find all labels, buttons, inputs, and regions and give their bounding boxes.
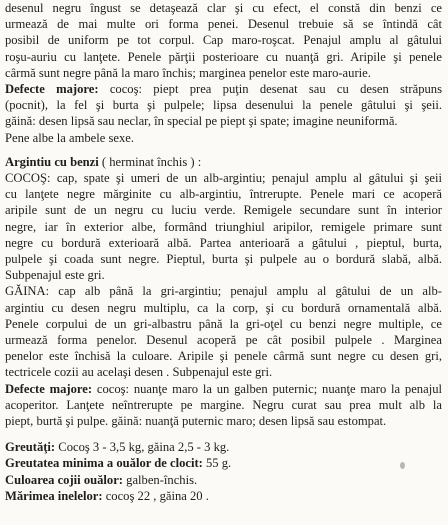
- text-line: Pene albe la ambele sexe.: [5, 130, 135, 145]
- spec-value: Cocoş 3 - 3,5 kg, găina 2,5 - 3 kg.: [55, 440, 230, 455]
- spacer: [5, 429, 442, 439]
- spec-shell-color: [5, 472, 442, 488]
- spec-value: cocoş 22 , găina 20 .: [102, 488, 209, 503]
- text-line: roşu-auriu cu lanţete. Penele părţii posterioare cu nuanţă gri. Aripile şi penele: [5, 49, 442, 64]
- text-line: [5, 170, 442, 186]
- section-subtitle: ( herminat închis ) :: [98, 154, 202, 169]
- spec-egg-weight: [5, 455, 442, 471]
- text-line: desenul negru îngust se detaşează clar şi cu efect, el constă din benzi ce: [5, 1, 442, 15]
- text-line: pulpele şi coada sunt negre. Pieptul, burta şi pulpele au o bordură slabă, albă.: [5, 252, 442, 267]
- text-line: argintiu cu desen negru multiplu, ca la corp, şi cu bordură ornamentală albă.: [5, 300, 442, 315]
- cocos-label: COCOŞ:: [5, 171, 51, 186]
- text-line: aripile sunt de un negru cu luciu verde. Remigele secundare sunt în interior: [5, 203, 442, 218]
- spec-value: galben-închis.: [123, 472, 198, 487]
- text-line: [5, 283, 442, 299]
- text-line: penelor este închisă la culoare. Aripile şi penele cârmă sunt negre cu desen gri,: [5, 349, 442, 364]
- section-title: Argintiu cu benzi: [5, 154, 99, 169]
- text-line: Penele corpului de un gri-albastru până la gri-oţel cu benzi negre multiple, ce: [5, 316, 442, 331]
- spec-label: Greutăţi:: [5, 440, 56, 455]
- spec-label: Culoarea cojii ouălor:: [5, 472, 123, 487]
- text-line: urmează de mai multe ori forma penei. Desenul trebuie să se întindă cât: [5, 17, 442, 32]
- text-line: acoperitor. Lanţete neîntrerupte pe margine. Negru curat sau prea mult alb la: [5, 397, 442, 412]
- text-line: [5, 381, 442, 397]
- defects-paragraph-1: [5, 81, 442, 146]
- text-line: [5, 154, 442, 170]
- spec-ring-size: [5, 488, 442, 504]
- specs-list: [5, 439, 442, 504]
- text-line: Subpenajul este gri.: [5, 268, 105, 283]
- text-line: posibil de uniform pe tot corpul. Cap maro-roşcat. Penajul amplu al gâtului: [5, 33, 442, 48]
- text-line: [5, 81, 442, 97]
- text-line: piept, burtă şi pulpe. găină: nuanţă puternic maro; desen lipsă sau estompat.: [5, 414, 387, 429]
- text-line: urmează forma penelor. Desenul acoperă pe cât posibil pulpele . Marginea: [5, 333, 442, 348]
- text-line: cârmă sunt negre până la maro închis; marginea penelor este maro-aurie.: [5, 65, 371, 80]
- cocos-paragraph: [5, 170, 442, 283]
- cocos-text: cap, spate şi umeri de un alb-argintiu; penajul amplu al gâtului şi şeii: [50, 171, 442, 186]
- spec-label: Mărimea inelelor:: [5, 488, 103, 503]
- text-line: tectricele cozii au acelaşi desen . Subpenajul este gri.: [5, 365, 273, 380]
- gaina-text: cap alb până la gri-argintiu; penajul amplu al gâtului de un alb-: [49, 284, 442, 299]
- intro-paragraph: [5, 0, 442, 81]
- text-line: cu lanţete negre mărginite cu alb-argintiu, întrerupte. Penele mari ce acoperă: [5, 187, 442, 202]
- text-line: negre cu bordură exterioară albă. Partea anterioară a gâtului , pieptul, burta,: [5, 235, 442, 250]
- defects-text: cocoş: nuanţe maro la un galben puternic; nuanţe maro la penajul: [92, 381, 442, 396]
- text-line: găină: desen lipsă sau neclar, în special pe piept şi spate; imagine neuniformă.: [5, 114, 398, 129]
- spec-weights: [5, 439, 442, 455]
- text-line: (pocnit), la fel şi burta şi pulpele; lipsa desenului la penele gâtului şi şeii.: [5, 98, 442, 113]
- defects-text: cocoş: piept prea puţin desenat sau cu desen străpuns: [98, 82, 442, 97]
- defects-label: Defecte majore:: [5, 381, 93, 396]
- section-heading: [5, 154, 442, 170]
- defects-label: Defecte majore:: [5, 82, 99, 97]
- defects-paragraph-2: [5, 381, 442, 430]
- gaina-label: GĂINA:: [5, 284, 50, 299]
- text-line: negre, iar în exterior albe, formând triunghiul aripilor, remigele primare sunt: [5, 219, 442, 234]
- spec-label: Greutatea minima a ouălor de clocit:: [5, 456, 203, 471]
- spec-value: 55 g.: [202, 456, 232, 471]
- gaina-paragraph: [5, 283, 442, 380]
- spacer: [5, 146, 442, 154]
- scan-smudge: [400, 462, 405, 469]
